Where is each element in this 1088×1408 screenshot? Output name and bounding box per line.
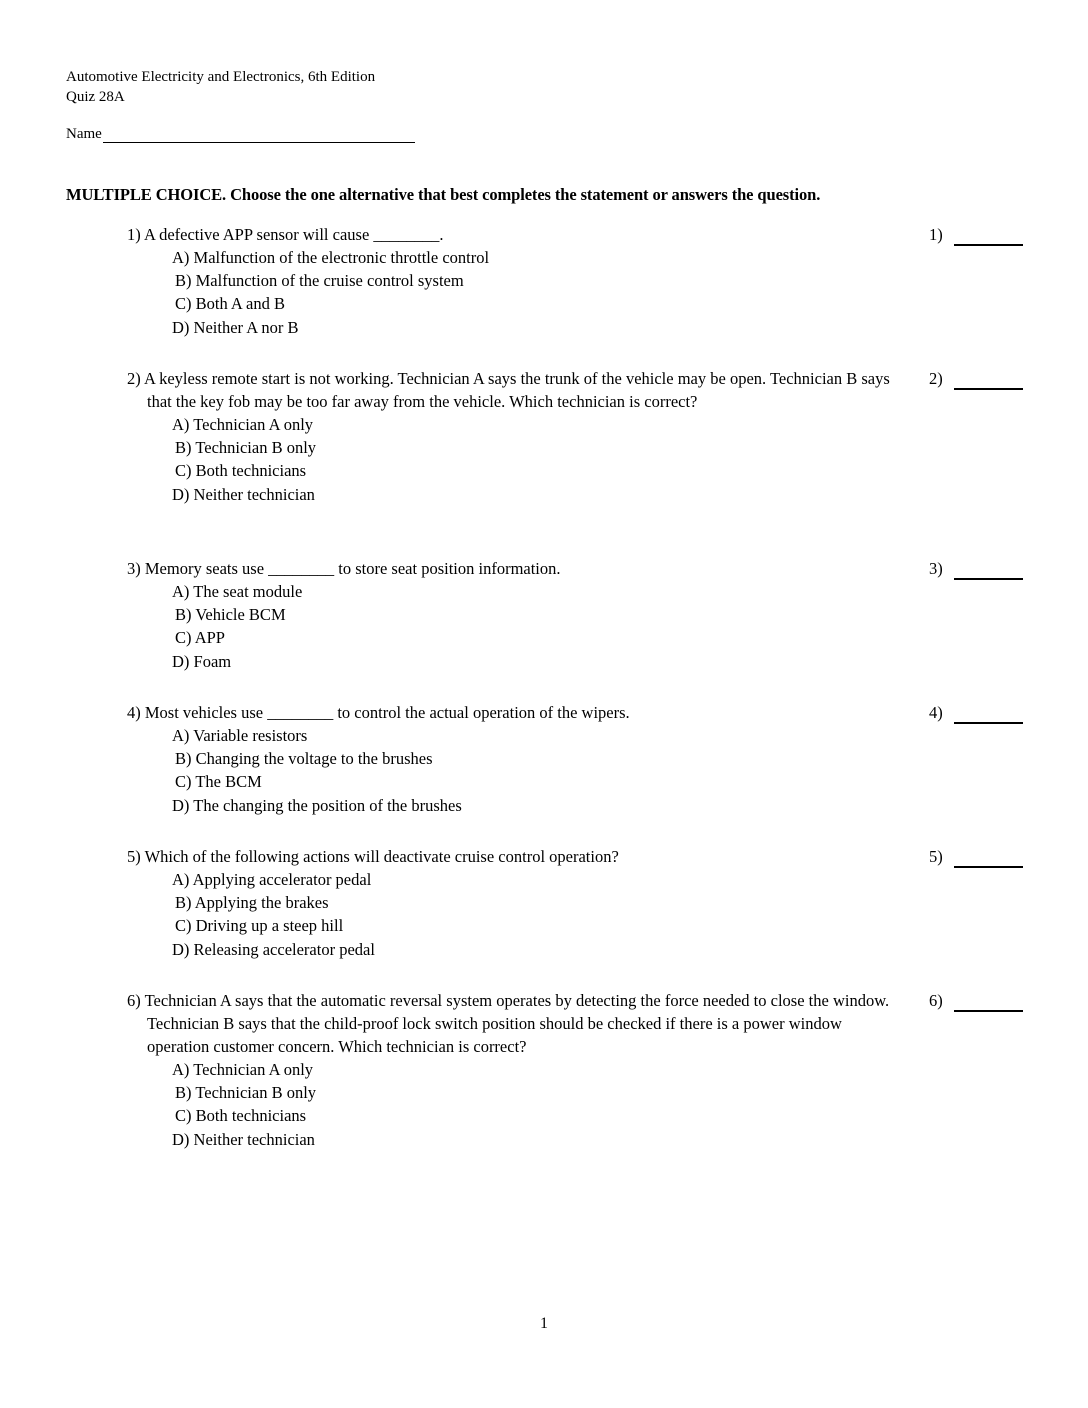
choice-a: A) Technician A only bbox=[172, 1060, 314, 1079]
answer-slot bbox=[929, 367, 1023, 390]
question-text: 4) Most vehicles use ________ to control the actual operation of the wipers. bbox=[127, 703, 630, 722]
answer-label: 2) bbox=[929, 369, 943, 388]
answer-slot bbox=[929, 701, 1023, 724]
instructions: MULTIPLE CHOICE. Choose the one alternative that best completes the statement or answers the question. bbox=[66, 185, 821, 204]
quiz-label: Quiz 28A bbox=[66, 89, 125, 105]
answer-label: 3) bbox=[929, 559, 943, 578]
choice-d: D) The changing the position of the brushes bbox=[172, 795, 462, 815]
choice-c: C) Both technicians bbox=[175, 461, 307, 481]
question-text: 3) Memory seats use ________ to store seat position information. bbox=[127, 559, 561, 578]
choice-b: B) Technician B only bbox=[175, 438, 317, 458]
question-1 bbox=[127, 223, 1067, 339]
choice-d: D) Neither A nor B bbox=[172, 317, 299, 337]
answer-blank[interactable] bbox=[954, 374, 1023, 390]
choice-d: D) Releasing accelerator pedal bbox=[172, 939, 375, 959]
answer-label: 1) bbox=[929, 225, 943, 244]
choices bbox=[172, 1058, 1067, 1151]
answer-blank[interactable] bbox=[954, 996, 1023, 1012]
answer-label: 4) bbox=[929, 703, 943, 722]
question-6 bbox=[127, 989, 1067, 1151]
answer-slot bbox=[929, 223, 1023, 246]
answer-slot bbox=[929, 557, 1023, 580]
answer-blank[interactable] bbox=[954, 230, 1023, 246]
answer-blank[interactable] bbox=[954, 852, 1023, 868]
name-row bbox=[66, 125, 415, 143]
choice-c: C) APP bbox=[175, 628, 225, 648]
question-3 bbox=[127, 557, 1067, 673]
question-4 bbox=[127, 701, 1067, 817]
choice-a: A) The seat module bbox=[172, 582, 303, 601]
answer-blank[interactable] bbox=[954, 708, 1023, 724]
choice-a: A) Malfunction of the electronic throttle control bbox=[172, 248, 490, 267]
question-text: 6) Technician A says that the automatic reversal system operates by detecting the force needed to close the window. Technician B says that the child-proof lock switch position should be checked if there is a power window operation customer concern. Which technician is correct? bbox=[127, 991, 890, 1056]
choice-d: D) Foam bbox=[172, 651, 232, 671]
answer-blank[interactable] bbox=[954, 564, 1023, 580]
choice-d: D) Neither technician bbox=[172, 484, 315, 504]
choice-c: C) Driving up a steep hill bbox=[175, 916, 344, 936]
choices bbox=[172, 580, 1067, 673]
choices bbox=[172, 724, 1067, 817]
name-field[interactable] bbox=[103, 125, 415, 143]
choices bbox=[172, 413, 1067, 506]
answer-slot bbox=[929, 845, 1023, 868]
choice-b: B) Changing the voltage to the brushes bbox=[175, 749, 433, 769]
choice-a: A) Variable resistors bbox=[172, 726, 308, 745]
choices bbox=[172, 868, 1067, 961]
choice-b: B) Technician B only bbox=[175, 1083, 317, 1103]
question-text: 5) Which of the following actions will deactivate cruise control operation? bbox=[127, 847, 619, 866]
choice-a: A) Technician A only bbox=[172, 415, 314, 434]
question-text: 2) A keyless remote start is not working. Technician A says the trunk of the vehicle may be open. Technician B says that the key fob may be too far away from the vehicle. Which technician is correct? bbox=[127, 369, 890, 411]
choice-b: B) Vehicle BCM bbox=[175, 605, 286, 625]
choice-b: B) Applying the brakes bbox=[175, 893, 329, 913]
question-2 bbox=[127, 367, 1067, 506]
question-5 bbox=[127, 845, 1067, 961]
answer-label: 5) bbox=[929, 847, 943, 866]
answer-label: 6) bbox=[929, 991, 943, 1010]
choice-d: D) Neither technician bbox=[172, 1129, 315, 1149]
question-text: 1) A defective APP sensor will cause ________. bbox=[127, 225, 444, 244]
choice-c: C) Both technicians bbox=[175, 1106, 307, 1126]
answer-slot bbox=[929, 989, 1023, 1012]
choices bbox=[172, 246, 1067, 339]
page-number: 1 bbox=[540, 1315, 548, 1332]
choice-c: C) The BCM bbox=[175, 772, 262, 792]
document-title: Automotive Electricity and Electronics, 6th Edition bbox=[66, 69, 376, 85]
choice-a: A) Applying accelerator pedal bbox=[172, 870, 372, 889]
name-label: Name bbox=[66, 126, 102, 142]
choice-c: C) Both A and B bbox=[175, 294, 286, 314]
choice-b: B) Malfunction of the cruise control system bbox=[175, 271, 464, 291]
